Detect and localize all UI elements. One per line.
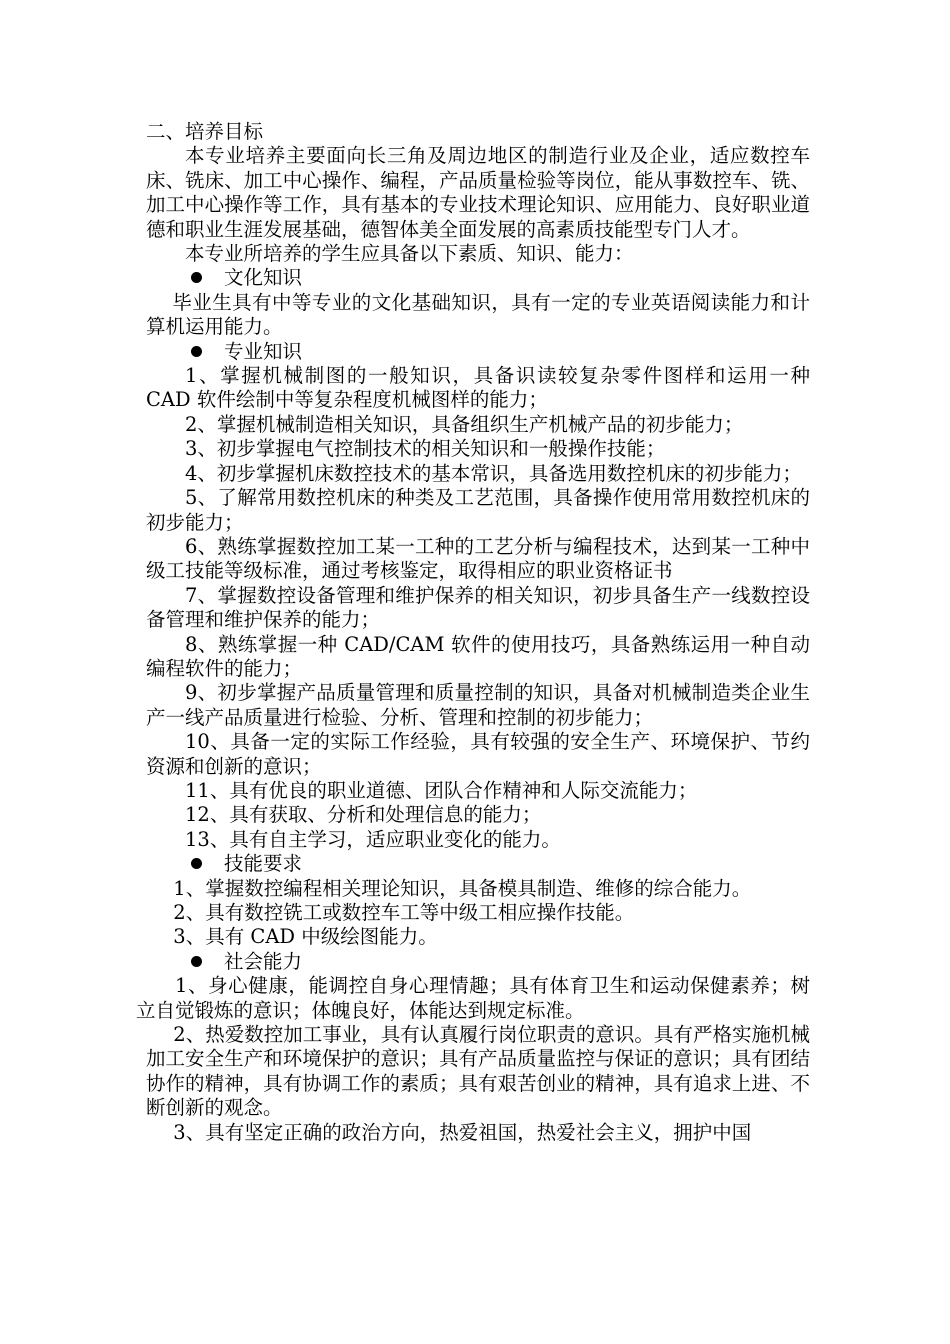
list-item: 5、了解常用数控机床的种类及工艺范围，具备操作使用常用数控机床的初步能力； — [146, 486, 810, 534]
bullet-dot-icon — [191, 858, 202, 869]
list-item: 1、掌握数控编程相关理论知识，具备模具制造、维修的综合能力。 — [173, 876, 752, 900]
list-item: 10、具备一定的实际工作经验，具有较强的安全生产、环境保护、节约资源和创新的意识； — [146, 730, 810, 778]
list-item: 3、具有坚定正确的政治方向，热爱祖国，热爱社会主义，拥护中国 — [173, 1120, 752, 1144]
list-item: 8、熟练掌握一种 CAD/CAM 软件的使用技巧，具备熟练运用一种自动编程软件的能力； — [146, 632, 810, 680]
bullet-professional — [146, 340, 810, 364]
list-item: 1、身心健康，能调控自身心理情趣；具有体育卫生和运动保健素养；树立自觉锻炼的意识；体魄良好，体能达到规定标准。 — [136, 974, 810, 1022]
bullet-dot-icon — [191, 346, 202, 357]
bullet-title: 社会能力 — [224, 949, 303, 973]
list-item: 9、初步掌握产品质量管理和质量控制的知识，具备对机械制造类企业生产一线产品质量进行检验、分析、管理和控制的初步能力； — [146, 681, 810, 729]
list-item: 2、掌握机械制造相关知识，具备组织生产机械产品的初步能力； — [185, 412, 744, 436]
list-item: 12、具有获取、分析和处理信息的能力； — [185, 803, 542, 827]
bullet-dot-icon — [191, 956, 202, 967]
section-heading: 二、培养目标 — [146, 120, 264, 143]
list-item: 3、初步掌握电气控制技术的相关知识和一般操作技能； — [185, 437, 666, 461]
bullet-title: 技能要求 — [224, 852, 303, 876]
bullet-title: 文化知识 — [224, 266, 303, 290]
list-item: 2、热爱数控加工事业，具有认真履行岗位职责的意识。具有严格实施机械加工安全生产和环境保护的意识；具有产品质量监控与保证的意识；具有团结协作的精神，具有协调工作的素质；具有艰苦创业的精神，具有追求上进、不断创新的观念。 — [146, 1023, 810, 1120]
list-item: 11、具有优良的职业道德、团队合作精神和人际交流能力； — [185, 778, 698, 802]
list-item: 3、具有 CAD 中级绘图能力。 — [173, 925, 438, 949]
bullet-skills — [146, 852, 810, 876]
bullet-dot-icon — [191, 272, 202, 283]
document-page — [136, 120, 810, 1145]
list-item: 6、熟练掌握数控加工某一工种的工艺分析与编程技术，达到某一工种中级工技能等级标准，通过考核鉴定，取得相应的职业资格证书 — [146, 534, 810, 583]
list-item: 2、具有数控铣工或数控车工等中级工相应操作技能。 — [173, 901, 635, 924]
list-item: 7、掌握数控设备管理和维护保养的相关知识，初步具备生产一线数控设备管理和维护保养的能力； — [146, 583, 810, 632]
intro-paragraph: 本专业培养主要面向长三角及周边地区的制造行业及企业，适应数控车床、铣床、加工中心操作、编程，产品质量检验等岗位，能从事数控车、铣、加工中心操作等工作，具有基本的专业技术理论知识、应用能力、良好职业道德和职业生涯发展基础，德智体美全面发展的高素质技能型专门人才。 — [146, 144, 810, 241]
bullet-title: 专业知识 — [224, 339, 303, 363]
culture-paragraph: 毕业生具有中等专业的文化基础知识，具有一定的专业英语阅读能力和计算机运用能力。 — [146, 290, 810, 339]
bullet-culture — [146, 266, 810, 290]
lead-paragraph: 本专业所培养的学生应具备以下素质、知识、能力： — [185, 242, 634, 266]
bullet-social — [146, 950, 810, 974]
list-item: 4、初步掌握机床数控技术的基本常识，具备选用数控机床的初步能力； — [185, 461, 802, 485]
list-item: 13、具有自主学习，适应职业变化的能力。 — [185, 827, 561, 851]
list-item: 1、掌握机械制图的一般知识，具备识读较复杂零件图样和运用一种 CAD 软件绘制中等复杂程度机械图样的能力； — [146, 364, 810, 412]
